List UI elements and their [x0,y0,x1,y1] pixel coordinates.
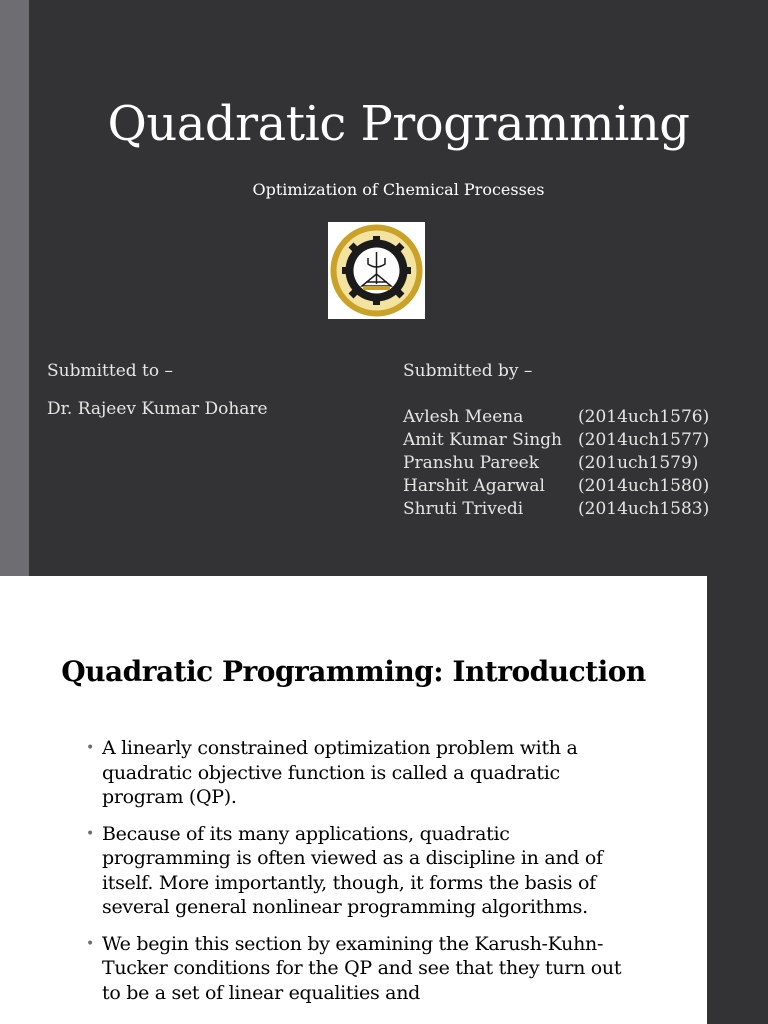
slide-title: Quadratic Programming [107,96,690,152]
accent-bar [0,0,29,576]
bullet-text: We begin this section by examining the Karush-Kuhn-Tucker conditions for the QP and see that they turn out to be a set of linear equalities and [102,932,622,1004]
slide-subtitle: Optimization of Chemical Processes [252,180,545,199]
member-id: (2014uch1583) [578,499,710,519]
member-id: (201uch1579) [578,453,699,473]
introduction-slide [0,576,707,1024]
member-id: (2014uch1580) [578,476,710,496]
member-row [403,430,743,453]
bullet-item [86,736,626,810]
bullet-list [86,736,626,1017]
submitted-by-label: Submitted by – [403,361,533,381]
institute-logo [328,222,425,319]
member-name: Harshit Agarwal [403,476,545,496]
member-list [403,407,743,522]
submitted-to-label: Submitted to – [47,361,174,381]
member-row [403,407,743,430]
professor-name: Dr. Rajeev Kumar Dohare [47,399,268,419]
member-row [403,453,743,476]
member-name: Amit Kumar Singh [403,430,562,450]
member-row [403,499,743,522]
member-name: Shruti Trivedi [403,499,524,519]
bullet-icon: • [86,825,94,842]
bullet-text: Because of its many applications, quadratic programming is often viewed as a discipline in and of itself. More importantly, though, it forms the basis of several general nonlinear programming algorithms. [102,822,603,918]
member-name: Avlesh Meena [403,407,524,427]
member-id: (2014uch1577) [578,430,710,450]
bullet-item [86,822,626,920]
bullet-icon: • [86,740,94,756]
bullet-icon: • [86,935,94,952]
institute-seal-icon [328,222,425,319]
slide-title: Quadratic Programming: Introduction [61,655,646,688]
bullet-text: A linearly constrained optimization problem with a quadratic objective function is called a quadratic program (QP). [102,737,578,808]
member-row [403,476,743,499]
member-name: Pranshu Pareek [403,453,540,473]
member-id: (2014uch1576) [578,407,710,427]
bullet-item [86,932,626,1006]
